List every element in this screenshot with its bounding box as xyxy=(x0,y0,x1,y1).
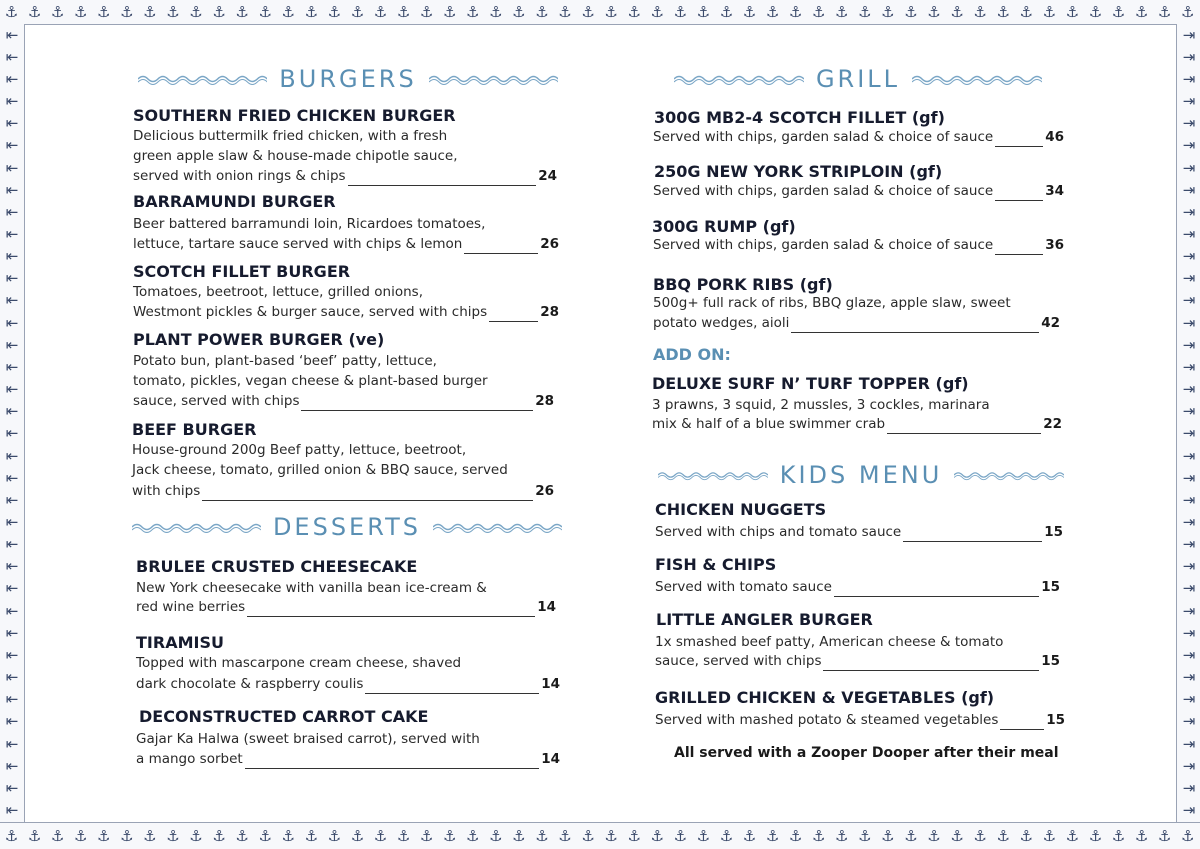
menu-item-title: PLANT POWER BURGER (ve) xyxy=(133,330,385,349)
anchor-icon: ⚓ xyxy=(373,826,388,845)
anchor-icon: ⚓ xyxy=(835,826,849,845)
arrow-right-icon: ⇥ xyxy=(1182,756,1196,775)
arrow-right-icon: ⇥ xyxy=(1182,269,1196,288)
wave-ornament-icon xyxy=(658,469,768,481)
anchor-icon: ⚓ xyxy=(1134,826,1149,845)
arrow-right-icon: ⇥ xyxy=(1182,247,1196,266)
menu-item-title: SOUTHERN FRIED CHICKEN BURGER xyxy=(133,106,456,125)
wave-ornament-icon xyxy=(138,73,267,85)
menu-item-price-line xyxy=(652,414,1062,434)
arrow-right-icon: ⇥ xyxy=(1182,535,1196,554)
arrow-left-icon: ⇤ xyxy=(5,313,19,332)
leader-line xyxy=(489,307,538,322)
menu-item-price-line xyxy=(136,749,560,769)
arrow-right-icon: ⇥ xyxy=(1182,402,1196,421)
anchor-icon: ⚓ xyxy=(212,826,226,845)
section-title: BURGERS xyxy=(279,65,417,93)
menu-item-price: 15 xyxy=(1041,579,1060,595)
arrow-right-icon: ⇥ xyxy=(1182,513,1196,532)
arrow-left-icon: ⇤ xyxy=(5,158,19,177)
anchor-icon: ⚓ xyxy=(97,826,111,845)
menu-item-price-line xyxy=(655,710,1065,730)
menu-item-price: 24 xyxy=(538,168,557,184)
anchor-icon: ⚓ xyxy=(1180,826,1195,845)
anchor-icon: ⚓ xyxy=(235,826,249,845)
anchor-icon: ⚓ xyxy=(996,826,1010,845)
arrow-left-icon: ⇤ xyxy=(5,446,19,465)
anchor-icon: ⚓ xyxy=(765,2,780,21)
menu-item-desc: green apple slaw & house-made chipotle sauce, xyxy=(133,148,458,164)
wave-ornament-icon xyxy=(429,73,558,85)
arrow-left-icon: ⇤ xyxy=(5,645,19,664)
section-header-desserts xyxy=(132,510,562,544)
anchor-icon: ⚓ xyxy=(696,2,711,21)
anchor-icon: ⚓ xyxy=(489,2,503,21)
menu-item-desc: 3 prawns, 3 squid, 2 mussles, 3 cockles, marinara xyxy=(652,397,990,413)
menu-item-desc: served with onion rings & chips xyxy=(133,168,346,184)
arrow-left-icon: ⇤ xyxy=(5,25,19,44)
menu-item-price-line xyxy=(653,235,1064,255)
anchor-icon: ⚓ xyxy=(535,826,549,845)
anchor-icon: ⚓ xyxy=(904,826,918,845)
menu-item-price: 14 xyxy=(541,676,560,692)
anchor-icon: ⚓ xyxy=(742,2,757,21)
menu-item-desc: sauce, served with chips xyxy=(655,653,822,669)
arrow-left-icon: ⇤ xyxy=(5,136,19,155)
leader-line xyxy=(301,396,533,411)
arrow-left-icon: ⇤ xyxy=(5,424,19,443)
anchor-icon: ⚓ xyxy=(1019,2,1033,21)
menu-item-desc: Served with chips, garden salad & choice of sauce xyxy=(653,129,994,145)
anchor-icon: ⚓ xyxy=(1019,826,1033,845)
section-title: KIDS MENU xyxy=(779,461,943,489)
anchor-icon: ⚓ xyxy=(4,2,19,21)
menu-item-price-line xyxy=(133,391,554,411)
leader-line xyxy=(348,171,537,186)
menu-item-price-line xyxy=(653,313,1060,333)
anchor-icon: ⚓ xyxy=(650,826,664,845)
anchor-icon: ⚓ xyxy=(419,2,434,21)
anchor-icon: ⚓ xyxy=(673,826,688,845)
arrow-right-icon: ⇥ xyxy=(1182,645,1196,664)
menu-item-price: 34 xyxy=(1045,183,1064,199)
leader-line xyxy=(365,679,539,694)
anchor-icon: ⚓ xyxy=(1157,2,1172,21)
menu-item-title: GRILLED CHICKEN & VEGETABLES (gf) xyxy=(655,688,995,707)
arrow-right-icon: ⇥ xyxy=(1182,25,1196,44)
anchor-icon: ⚓ xyxy=(1088,2,1103,21)
wave-ornament-icon xyxy=(674,73,804,85)
anchor-icon: ⚓ xyxy=(811,826,826,845)
arrow-right-icon: ⇥ xyxy=(1182,557,1196,576)
arrow-left-icon: ⇤ xyxy=(5,801,19,820)
anchor-icon: ⚓ xyxy=(350,826,365,845)
anchor-icon: ⚓ xyxy=(235,2,249,21)
anchor-icon: ⚓ xyxy=(788,2,803,21)
arrow-left-icon: ⇤ xyxy=(5,535,19,554)
menu-item-price-line xyxy=(133,166,557,186)
menu-item-desc: tomato, pickles, vegan cheese & plant-based burger xyxy=(133,373,488,389)
anchor-icon: ⚓ xyxy=(627,826,641,845)
anchor-icon: ⚓ xyxy=(166,2,180,21)
anchor-icon: ⚓ xyxy=(650,2,664,21)
menu-item-title: DELUXE SURF N’ TURF TOPPER (gf) xyxy=(652,374,969,393)
anchor-icon: ⚓ xyxy=(304,826,319,845)
arrow-right-icon: ⇥ xyxy=(1182,180,1196,199)
arrow-right-icon: ⇥ xyxy=(1182,446,1196,465)
menu-item-desc: a mango sorbet xyxy=(136,751,243,767)
anchor-icon: ⚓ xyxy=(1111,826,1126,845)
anchor-icon: ⚓ xyxy=(512,826,526,845)
border-left xyxy=(0,24,25,822)
menu-item-price: 28 xyxy=(535,393,554,409)
menu-item-desc: mix & half of a blue swimmer crab xyxy=(652,416,886,432)
menu-item-price: 26 xyxy=(535,483,554,499)
wave-ornament-icon xyxy=(132,521,261,533)
arrow-right-icon: ⇥ xyxy=(1182,158,1196,177)
wave-ornament-icon xyxy=(433,521,562,533)
menu-item-title: CHICKEN NUGGETS xyxy=(655,500,827,519)
anchor-icon: ⚓ xyxy=(1042,2,1057,21)
arrow-right-icon: ⇥ xyxy=(1182,136,1196,155)
menu-item-desc: Served with tomato sauce xyxy=(655,579,832,595)
arrow-left-icon: ⇤ xyxy=(5,734,19,753)
anchor-icon: ⚓ xyxy=(373,2,388,21)
arrow-right-icon: ⇥ xyxy=(1182,424,1196,443)
anchor-icon: ⚓ xyxy=(97,2,111,21)
arrow-left-icon: ⇤ xyxy=(5,114,19,133)
menu-item-title: BRULEE CRUSTED CHEESECAKE xyxy=(136,557,418,576)
anchor-icon: ⚓ xyxy=(1111,2,1126,21)
anchor-icon: ⚓ xyxy=(696,826,711,845)
border-right xyxy=(1176,24,1200,822)
section-header-grill xyxy=(660,62,1056,96)
arrow-left-icon: ⇤ xyxy=(5,668,19,687)
anchor-icon: ⚓ xyxy=(881,826,895,845)
menu-item-price-line xyxy=(133,302,559,322)
menu-item-title: BBQ PORK RIBS (gf) xyxy=(653,275,833,294)
anchor-icon: ⚓ xyxy=(27,826,42,845)
arrow-right-icon: ⇥ xyxy=(1182,623,1196,642)
anchor-icon: ⚓ xyxy=(143,2,157,21)
arrow-right-icon: ⇥ xyxy=(1182,801,1196,820)
arrow-left-icon: ⇤ xyxy=(5,69,19,88)
arrow-right-icon: ⇥ xyxy=(1182,601,1196,620)
arrow-left-icon: ⇤ xyxy=(5,380,19,399)
anchor-icon: ⚓ xyxy=(281,826,295,845)
arrow-left-icon: ⇤ xyxy=(5,202,19,221)
anchor-icon: ⚓ xyxy=(73,2,88,21)
anchor-icon: ⚓ xyxy=(996,2,1010,21)
wave-ornament-icon xyxy=(912,73,1042,85)
menu-item-desc: red wine berries xyxy=(136,599,246,615)
menu-item-price: 14 xyxy=(537,599,556,615)
menu-item-title: SCOTCH FILLET BURGER xyxy=(133,262,351,281)
anchor-icon: ⚓ xyxy=(258,2,272,21)
anchor-icon: ⚓ xyxy=(835,2,849,21)
arrow-left-icon: ⇤ xyxy=(5,756,19,775)
menu-item-price-line xyxy=(132,481,554,501)
menu-item-price-line xyxy=(655,651,1060,671)
anchor-icon: ⚓ xyxy=(973,2,987,21)
menu-item-price: 36 xyxy=(1045,237,1064,253)
kids-note: All served with a Zooper Dooper after their meal xyxy=(674,745,1059,761)
section-header-burgers xyxy=(138,62,558,96)
anchor-icon: ⚓ xyxy=(973,826,987,845)
leader-line xyxy=(887,419,1041,434)
menu-item-desc: Tomatoes, beetroot, lettuce, grilled onions, xyxy=(133,284,423,300)
arrow-right-icon: ⇥ xyxy=(1182,712,1196,731)
anchor-icon: ⚓ xyxy=(396,826,411,845)
menu-item-desc: lettuce, tartare sauce served with chips & lemon xyxy=(133,236,463,252)
arrow-left-icon: ⇤ xyxy=(5,623,19,642)
menu-item-desc: Served with chips, garden salad & choice of sauce xyxy=(653,237,994,253)
anchor-icon: ⚓ xyxy=(1157,826,1172,845)
arrow-left-icon: ⇤ xyxy=(5,601,19,620)
border-bottom xyxy=(0,822,1200,849)
anchor-icon: ⚓ xyxy=(442,2,457,21)
menu-item-desc: Beer battered barramundi loin, Ricardoes tomatoes, xyxy=(133,216,486,232)
arrow-right-icon: ⇥ xyxy=(1182,579,1196,598)
leader-line xyxy=(791,318,1039,333)
anchor-icon: ⚓ xyxy=(396,2,411,21)
arrow-left-icon: ⇤ xyxy=(5,47,19,66)
anchor-icon: ⚓ xyxy=(719,2,734,21)
menu-item-price: 15 xyxy=(1046,712,1065,728)
arrow-left-icon: ⇤ xyxy=(5,357,19,376)
arrow-right-icon: ⇥ xyxy=(1182,202,1196,221)
leader-line xyxy=(202,486,533,501)
arrow-right-icon: ⇥ xyxy=(1182,335,1196,354)
menu-item-price-line xyxy=(133,234,559,254)
anchor-icon: ⚓ xyxy=(719,826,734,845)
anchor-icon: ⚓ xyxy=(581,826,595,845)
arrow-left-icon: ⇤ xyxy=(5,291,19,310)
anchor-icon: ⚓ xyxy=(489,826,503,845)
anchor-icon: ⚓ xyxy=(927,2,941,21)
menu-item-price: 46 xyxy=(1045,129,1064,145)
leader-line xyxy=(245,754,540,769)
anchor-icon: ⚓ xyxy=(604,826,618,845)
anchor-icon: ⚓ xyxy=(558,2,572,21)
anchor-icon: ⚓ xyxy=(927,826,941,845)
wave-ornament-icon xyxy=(954,469,1064,481)
leader-line xyxy=(464,239,538,254)
anchor-icon: ⚓ xyxy=(673,2,688,21)
arrow-right-icon: ⇥ xyxy=(1182,668,1196,687)
menu-item-price: 28 xyxy=(540,304,559,320)
arrow-left-icon: ⇤ xyxy=(5,712,19,731)
menu-item-desc: Westmont pickles & burger sauce, served with chips xyxy=(133,304,488,320)
menu-item-price-line xyxy=(653,127,1064,147)
anchor-icon: ⚓ xyxy=(258,826,272,845)
leader-line xyxy=(995,132,1043,147)
menu-item-desc: Delicious buttermilk fried chicken, with a fresh xyxy=(133,128,448,144)
anchor-icon: ⚓ xyxy=(120,2,134,21)
anchor-icon: ⚓ xyxy=(442,826,457,845)
arrow-right-icon: ⇥ xyxy=(1182,47,1196,66)
leader-line xyxy=(903,527,1042,542)
arrow-right-icon: ⇥ xyxy=(1182,490,1196,509)
anchor-icon: ⚓ xyxy=(1065,2,1080,21)
menu-item-price: 14 xyxy=(541,751,560,767)
arrow-left-icon: ⇤ xyxy=(5,180,19,199)
anchor-icon: ⚓ xyxy=(1134,2,1149,21)
menu-item-price-line xyxy=(653,181,1064,201)
arrow-right-icon: ⇥ xyxy=(1182,380,1196,399)
arrow-left-icon: ⇤ xyxy=(5,690,19,709)
anchor-icon: ⚓ xyxy=(950,2,964,21)
anchor-icon: ⚓ xyxy=(73,826,88,845)
menu-item-desc: Served with mashed potato & steamed vegetables xyxy=(655,712,999,728)
section-title: DESSERTS xyxy=(272,513,422,541)
arrow-left-icon: ⇤ xyxy=(5,490,19,509)
anchor-icon: ⚓ xyxy=(419,826,434,845)
arrow-right-icon: ⇥ xyxy=(1182,114,1196,133)
anchor-icon: ⚓ xyxy=(1180,2,1195,21)
section-header-kids xyxy=(654,458,1068,492)
menu-item-desc: 500g+ full rack of ribs, BBQ glaze, apple slaw, sweet xyxy=(653,295,1011,311)
anchor-icon: ⚓ xyxy=(558,826,572,845)
menu-item-title: TIRAMISU xyxy=(136,633,224,652)
arrow-right-icon: ⇥ xyxy=(1182,291,1196,310)
menu-item-title: 300G MB2-4 SCOTCH FILLET (gf) xyxy=(654,108,945,127)
anchor-icon: ⚓ xyxy=(858,2,872,21)
menu-item-desc: New York cheesecake with vanilla bean ice-cream & xyxy=(136,580,487,596)
arrow-left-icon: ⇤ xyxy=(5,92,19,111)
menu-item-desc: Jack cheese, tomato, grilled onion & BBQ sauce, served xyxy=(132,462,508,478)
arrow-left-icon: ⇤ xyxy=(5,224,19,243)
anchor-icon: ⚓ xyxy=(189,826,203,845)
leader-line xyxy=(995,186,1043,201)
arrow-right-icon: ⇥ xyxy=(1182,690,1196,709)
arrow-right-icon: ⇥ xyxy=(1182,778,1196,797)
anchor-icon: ⚓ xyxy=(581,2,595,21)
anchor-icon: ⚓ xyxy=(466,2,480,21)
anchor-icon: ⚓ xyxy=(27,2,42,21)
anchor-icon: ⚓ xyxy=(904,2,918,21)
anchor-icon: ⚓ xyxy=(143,826,157,845)
arrow-left-icon: ⇤ xyxy=(5,468,19,487)
arrow-left-icon: ⇤ xyxy=(5,778,19,797)
arrow-right-icon: ⇥ xyxy=(1182,734,1196,753)
anchor-icon: ⚓ xyxy=(50,826,65,845)
anchor-icon: ⚓ xyxy=(858,826,872,845)
section-title: GRILL xyxy=(815,65,901,93)
anchor-icon: ⚓ xyxy=(304,2,319,21)
arrow-left-icon: ⇤ xyxy=(5,513,19,532)
menu-item-price: 26 xyxy=(540,236,559,252)
arrow-left-icon: ⇤ xyxy=(5,402,19,421)
anchor-icon: ⚓ xyxy=(765,826,780,845)
border-top xyxy=(0,0,1200,25)
anchor-icon: ⚓ xyxy=(788,826,803,845)
menu-item-desc: House-ground 200g Beef patty, lettuce, beetroot, xyxy=(132,442,467,458)
anchor-icon: ⚓ xyxy=(327,826,342,845)
menu-item-desc: 1x smashed beef patty, American cheese & tomato xyxy=(655,634,1004,650)
menu-item-desc: Gajar Ka Halwa (sweet braised carrot), served with xyxy=(136,731,480,747)
anchor-icon: ⚓ xyxy=(166,826,180,845)
anchor-icon: ⚓ xyxy=(4,826,19,845)
menu-item-title: FISH & CHIPS xyxy=(655,555,777,574)
arrow-right-icon: ⇥ xyxy=(1182,69,1196,88)
menu-item-price: 15 xyxy=(1041,653,1060,669)
menu-item-desc: Served with chips and tomato sauce xyxy=(655,524,902,540)
anchor-icon: ⚓ xyxy=(742,826,757,845)
anchor-icon: ⚓ xyxy=(350,2,365,21)
anchor-icon: ⚓ xyxy=(881,2,895,21)
arrow-left-icon: ⇤ xyxy=(5,269,19,288)
menu-item-price-line xyxy=(655,577,1060,597)
leader-line xyxy=(247,602,535,617)
menu-item-price: 42 xyxy=(1041,315,1060,331)
menu-item-title: LITTLE ANGLER BURGER xyxy=(656,610,873,629)
arrow-left-icon: ⇤ xyxy=(5,557,19,576)
arrow-right-icon: ⇥ xyxy=(1182,224,1196,243)
menu-item-desc: dark chocolate & raspberry coulis xyxy=(136,676,364,692)
menu-item-price: 15 xyxy=(1044,524,1063,540)
menu-item-desc: with chips xyxy=(132,483,201,499)
menu-item-price-line xyxy=(655,522,1063,542)
arrow-left-icon: ⇤ xyxy=(5,579,19,598)
menu-item-title: 250G NEW YORK STRIPLOIN (gf) xyxy=(654,162,943,181)
anchor-icon: ⚓ xyxy=(535,2,549,21)
anchor-icon: ⚓ xyxy=(950,826,964,845)
menu-item-title: BEEF BURGER xyxy=(132,420,257,439)
anchor-icon: ⚓ xyxy=(512,2,526,21)
menu-item-title: BARRAMUNDI BURGER xyxy=(133,192,336,211)
menu-item-desc: Potato bun, plant-based ‘beef’ patty, lettuce, xyxy=(133,353,437,369)
anchor-icon: ⚓ xyxy=(212,2,226,21)
anchor-icon: ⚓ xyxy=(604,2,618,21)
anchor-icon: ⚓ xyxy=(120,826,134,845)
menu-item-price: 22 xyxy=(1043,416,1062,432)
addon-label: ADD ON: xyxy=(653,345,731,364)
anchor-icon: ⚓ xyxy=(811,2,826,21)
anchor-icon: ⚓ xyxy=(627,2,641,21)
leader-line xyxy=(995,240,1043,255)
anchor-icon: ⚓ xyxy=(281,2,295,21)
anchor-icon: ⚓ xyxy=(327,2,342,21)
menu-item-price-line xyxy=(136,674,560,694)
anchor-icon: ⚓ xyxy=(189,2,203,21)
arrow-left-icon: ⇤ xyxy=(5,335,19,354)
leader-line xyxy=(834,582,1039,597)
leader-line xyxy=(823,656,1039,671)
arrow-left-icon: ⇤ xyxy=(5,247,19,266)
anchor-icon: ⚓ xyxy=(466,826,480,845)
menu-item-desc: Topped with mascarpone cream cheese, shaved xyxy=(136,655,462,671)
menu-item-desc: potato wedges, aioli xyxy=(653,315,790,331)
anchor-icon: ⚓ xyxy=(1042,826,1057,845)
arrow-right-icon: ⇥ xyxy=(1182,92,1196,111)
menu-item-title: 300G RUMP (gf) xyxy=(652,217,796,236)
menu-item-price-line xyxy=(136,597,556,617)
arrow-right-icon: ⇥ xyxy=(1182,357,1196,376)
menu-item-desc: Served with chips, garden salad & choice of sauce xyxy=(653,183,994,199)
arrow-right-icon: ⇥ xyxy=(1182,313,1196,332)
menu-item-desc: sauce, served with chips xyxy=(133,393,300,409)
menu-item-title: DECONSTRUCTED CARROT CAKE xyxy=(139,707,429,726)
arrow-right-icon: ⇥ xyxy=(1182,468,1196,487)
anchor-icon: ⚓ xyxy=(50,2,65,21)
leader-line xyxy=(1000,715,1044,730)
anchor-icon: ⚓ xyxy=(1065,826,1080,845)
anchor-icon: ⚓ xyxy=(1088,826,1103,845)
